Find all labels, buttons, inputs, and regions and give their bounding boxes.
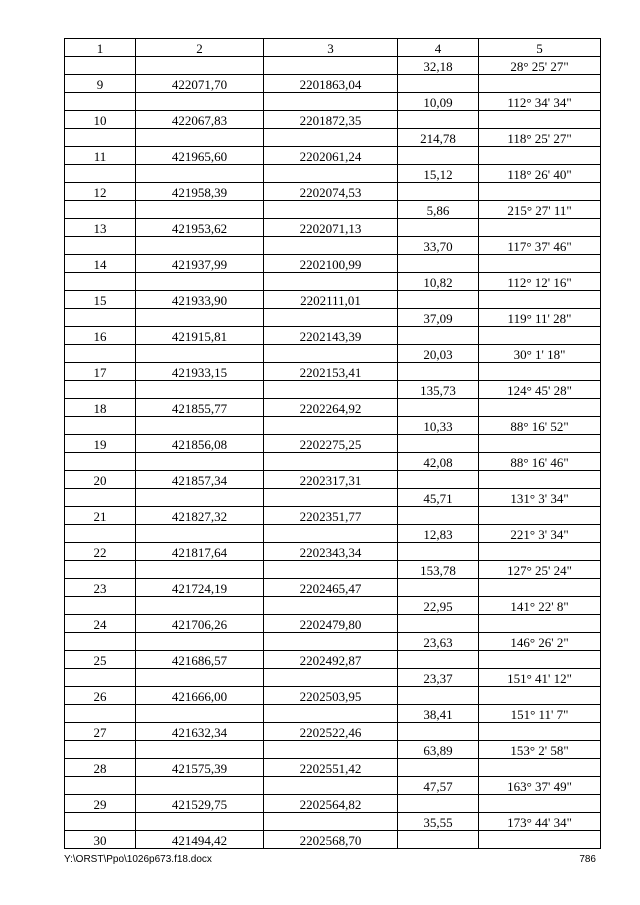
table-row: [65, 435, 601, 453]
distance-cell: 32,18: [398, 57, 479, 75]
y-coordinate-cell: [264, 273, 398, 291]
x-coordinate-cell: 421575,39: [136, 759, 264, 777]
y-coordinate-cell: [264, 417, 398, 435]
bearing-cell: [479, 75, 601, 93]
bearing-cell: 221° 3' 34": [479, 525, 601, 543]
point-number-cell: 10: [65, 111, 136, 129]
bearing-cell: [479, 183, 601, 201]
table-row: [65, 417, 601, 435]
point-number-cell: 23: [65, 579, 136, 597]
y-coordinate-cell: 2202492,87: [264, 651, 398, 669]
x-coordinate-cell: 421827,32: [136, 507, 264, 525]
x-coordinate-cell: [136, 345, 264, 363]
coordinates-table: [64, 38, 601, 849]
distance-cell: [398, 363, 479, 381]
x-coordinate-cell: 421915,81: [136, 327, 264, 345]
bearing-cell: 163° 37' 49": [479, 777, 601, 795]
distance-cell: [398, 723, 479, 741]
distance-cell: 135,73: [398, 381, 479, 399]
y-coordinate-cell: 2202074,53: [264, 183, 398, 201]
point-number-cell: 21: [65, 507, 136, 525]
bearing-cell: 173° 44' 34": [479, 813, 601, 831]
bearing-cell: 119° 11' 28": [479, 309, 601, 327]
x-coordinate-cell: 421706,26: [136, 615, 264, 633]
point-number-cell: [65, 741, 136, 759]
table-row: [65, 453, 601, 471]
table-row: [65, 507, 601, 525]
x-coordinate-cell: 421953,62: [136, 219, 264, 237]
x-coordinate-cell: [136, 57, 264, 75]
point-number-cell: 13: [65, 219, 136, 237]
x-coordinate-cell: 421933,15: [136, 363, 264, 381]
x-coordinate-cell: 421958,39: [136, 183, 264, 201]
distance-cell: [398, 183, 479, 201]
table-row: [65, 291, 601, 309]
bearing-cell: 153° 2' 58": [479, 741, 601, 759]
point-number-cell: 27: [65, 723, 136, 741]
point-number-cell: [65, 129, 136, 147]
point-number-cell: 20: [65, 471, 136, 489]
table-row: [65, 327, 601, 345]
bearing-cell: 88° 16' 52": [479, 417, 601, 435]
table-row: [65, 831, 601, 849]
table-row: [65, 615, 601, 633]
distance-cell: 38,41: [398, 705, 479, 723]
distance-cell: [398, 507, 479, 525]
point-number-cell: 28: [65, 759, 136, 777]
distance-cell: [398, 327, 479, 345]
x-coordinate-cell: [136, 93, 264, 111]
x-coordinate-cell: 421666,00: [136, 687, 264, 705]
column-header-x: 2: [136, 39, 264, 57]
bearing-cell: 131° 3' 34": [479, 489, 601, 507]
table-row: [65, 57, 601, 75]
bearing-cell: [479, 471, 601, 489]
y-coordinate-cell: [264, 381, 398, 399]
table-row: [65, 687, 601, 705]
distance-cell: 47,57: [398, 777, 479, 795]
point-number-cell: 24: [65, 615, 136, 633]
point-number-cell: [65, 453, 136, 471]
bearing-cell: 112° 34' 34": [479, 93, 601, 111]
distance-cell: 22,95: [398, 597, 479, 615]
y-coordinate-cell: [264, 741, 398, 759]
y-coordinate-cell: 2202071,13: [264, 219, 398, 237]
x-coordinate-cell: [136, 201, 264, 219]
x-coordinate-cell: [136, 381, 264, 399]
table-row: [65, 273, 601, 291]
point-number-cell: [65, 57, 136, 75]
table-row: [65, 93, 601, 111]
distance-cell: [398, 219, 479, 237]
bearing-cell: [479, 723, 601, 741]
point-number-cell: 11: [65, 147, 136, 165]
table-row: [65, 759, 601, 777]
table-row: [65, 651, 601, 669]
distance-cell: [398, 471, 479, 489]
x-coordinate-cell: 421494,42: [136, 831, 264, 849]
distance-cell: [398, 75, 479, 93]
y-coordinate-cell: [264, 237, 398, 255]
point-number-cell: [65, 165, 136, 183]
table-body: [65, 57, 601, 849]
y-coordinate-cell: 2202264,92: [264, 399, 398, 417]
y-coordinate-cell: 2202522,46: [264, 723, 398, 741]
point-number-cell: 29: [65, 795, 136, 813]
y-coordinate-cell: [264, 129, 398, 147]
y-coordinate-cell: 2202111,01: [264, 291, 398, 309]
bearing-cell: [479, 291, 601, 309]
table-row: [65, 399, 601, 417]
x-coordinate-cell: [136, 309, 264, 327]
table-row: [65, 183, 601, 201]
y-coordinate-cell: [264, 705, 398, 723]
table-row: [65, 489, 601, 507]
distance-cell: 63,89: [398, 741, 479, 759]
table-row: [65, 669, 601, 687]
distance-cell: 12,83: [398, 525, 479, 543]
x-coordinate-cell: [136, 489, 264, 507]
bearing-cell: [479, 615, 601, 633]
table-row: [65, 255, 601, 273]
point-number-cell: 26: [65, 687, 136, 705]
x-coordinate-cell: 421817,64: [136, 543, 264, 561]
point-number-cell: [65, 525, 136, 543]
point-number-cell: [65, 705, 136, 723]
table-row: [65, 111, 601, 129]
distance-cell: 35,55: [398, 813, 479, 831]
distance-cell: [398, 795, 479, 813]
x-coordinate-cell: [136, 777, 264, 795]
distance-cell: [398, 831, 479, 849]
y-coordinate-cell: 2202061,24: [264, 147, 398, 165]
x-coordinate-cell: 421965,60: [136, 147, 264, 165]
distance-cell: [398, 651, 479, 669]
point-number-cell: 25: [65, 651, 136, 669]
x-coordinate-cell: [136, 525, 264, 543]
table-row: [65, 75, 601, 93]
x-coordinate-cell: [136, 741, 264, 759]
bearing-cell: [479, 255, 601, 273]
y-coordinate-cell: [264, 309, 398, 327]
y-coordinate-cell: [264, 669, 398, 687]
bearing-cell: [479, 795, 601, 813]
distance-cell: 153,78: [398, 561, 479, 579]
table-row: [65, 525, 601, 543]
x-coordinate-cell: 421632,34: [136, 723, 264, 741]
table-row: [65, 579, 601, 597]
x-coordinate-cell: [136, 669, 264, 687]
bearing-cell: 118° 25' 27": [479, 129, 601, 147]
distance-cell: 10,33: [398, 417, 479, 435]
y-coordinate-cell: 2202153,41: [264, 363, 398, 381]
y-coordinate-cell: [264, 345, 398, 363]
bearing-cell: 146° 26' 2": [479, 633, 601, 651]
distance-cell: [398, 255, 479, 273]
x-coordinate-cell: 421529,75: [136, 795, 264, 813]
x-coordinate-cell: 422071,70: [136, 75, 264, 93]
point-number-cell: 15: [65, 291, 136, 309]
point-number-cell: 30: [65, 831, 136, 849]
point-number-cell: [65, 273, 136, 291]
table-row: [65, 345, 601, 363]
y-coordinate-cell: 2202564,82: [264, 795, 398, 813]
bearing-cell: 28° 25' 27": [479, 57, 601, 75]
footer-page-number: 786: [579, 854, 596, 865]
distance-cell: 37,09: [398, 309, 479, 327]
point-number-cell: [65, 381, 136, 399]
bearing-cell: [479, 759, 601, 777]
point-number-cell: [65, 345, 136, 363]
point-number-cell: [65, 93, 136, 111]
y-coordinate-cell: [264, 777, 398, 795]
table-row: [65, 777, 601, 795]
table-row: [65, 201, 601, 219]
x-coordinate-cell: [136, 165, 264, 183]
bearing-cell: [479, 687, 601, 705]
y-coordinate-cell: [264, 561, 398, 579]
bearing-cell: [479, 399, 601, 417]
distance-cell: 33,70: [398, 237, 479, 255]
bearing-cell: 151° 11' 7": [479, 705, 601, 723]
x-coordinate-cell: [136, 597, 264, 615]
distance-cell: 10,82: [398, 273, 479, 291]
distance-cell: [398, 147, 479, 165]
distance-cell: 42,08: [398, 453, 479, 471]
table-row: [65, 561, 601, 579]
bearing-cell: [479, 219, 601, 237]
bearing-cell: [479, 507, 601, 525]
y-coordinate-cell: [264, 597, 398, 615]
x-coordinate-cell: 421686,57: [136, 651, 264, 669]
x-coordinate-cell: 422067,83: [136, 111, 264, 129]
distance-cell: 23,63: [398, 633, 479, 651]
y-coordinate-cell: 2201863,04: [264, 75, 398, 93]
x-coordinate-cell: [136, 417, 264, 435]
distance-cell: 10,09: [398, 93, 479, 111]
x-coordinate-cell: 421724,19: [136, 579, 264, 597]
table-row: [65, 795, 601, 813]
table-row: [65, 597, 601, 615]
y-coordinate-cell: [264, 489, 398, 507]
y-coordinate-cell: [264, 633, 398, 651]
y-coordinate-cell: 2202351,77: [264, 507, 398, 525]
bearing-cell: [479, 651, 601, 669]
column-header-y: 3: [264, 39, 398, 57]
x-coordinate-cell: [136, 237, 264, 255]
distance-cell: 5,86: [398, 201, 479, 219]
point-number-cell: [65, 561, 136, 579]
distance-cell: [398, 399, 479, 417]
column-header-distance: 4: [398, 39, 479, 57]
x-coordinate-cell: [136, 129, 264, 147]
bearing-cell: [479, 579, 601, 597]
y-coordinate-cell: [264, 165, 398, 183]
x-coordinate-cell: [136, 453, 264, 471]
bearing-cell: [479, 435, 601, 453]
y-coordinate-cell: [264, 813, 398, 831]
x-coordinate-cell: [136, 705, 264, 723]
y-coordinate-cell: 2202343,34: [264, 543, 398, 561]
point-number-cell: [65, 309, 136, 327]
footer-file-path: Y:\ORST\Ppo\1026p673.f18.docx: [64, 854, 212, 865]
bearing-cell: 151° 41' 12": [479, 669, 601, 687]
bearing-cell: [479, 543, 601, 561]
x-coordinate-cell: [136, 273, 264, 291]
point-number-cell: [65, 633, 136, 651]
table-header-row: [65, 39, 601, 57]
point-number-cell: 19: [65, 435, 136, 453]
bearing-cell: 88° 16' 46": [479, 453, 601, 471]
distance-cell: 20,03: [398, 345, 479, 363]
y-coordinate-cell: 2201872,35: [264, 111, 398, 129]
x-coordinate-cell: [136, 813, 264, 831]
x-coordinate-cell: 421933,90: [136, 291, 264, 309]
distance-cell: [398, 543, 479, 561]
point-number-cell: [65, 777, 136, 795]
bearing-cell: 112° 12' 16": [479, 273, 601, 291]
bearing-cell: [479, 831, 601, 849]
column-header-point: 1: [65, 39, 136, 57]
y-coordinate-cell: 2202275,25: [264, 435, 398, 453]
distance-cell: 15,12: [398, 165, 479, 183]
column-header-bearing: 5: [479, 39, 601, 57]
point-number-cell: 17: [65, 363, 136, 381]
table-row: [65, 543, 601, 561]
table-row: [65, 147, 601, 165]
distance-cell: 214,78: [398, 129, 479, 147]
y-coordinate-cell: [264, 525, 398, 543]
table-row: [65, 813, 601, 831]
x-coordinate-cell: [136, 633, 264, 651]
bearing-cell: 117° 37' 46": [479, 237, 601, 255]
y-coordinate-cell: 2202143,39: [264, 327, 398, 345]
point-number-cell: [65, 813, 136, 831]
distance-cell: [398, 435, 479, 453]
x-coordinate-cell: 421857,34: [136, 471, 264, 489]
table-row: [65, 129, 601, 147]
point-number-cell: 18: [65, 399, 136, 417]
y-coordinate-cell: 2202503,95: [264, 687, 398, 705]
y-coordinate-cell: [264, 93, 398, 111]
y-coordinate-cell: 2202479,80: [264, 615, 398, 633]
bearing-cell: [479, 147, 601, 165]
y-coordinate-cell: [264, 57, 398, 75]
point-number-cell: 16: [65, 327, 136, 345]
y-coordinate-cell: 2202551,42: [264, 759, 398, 777]
bearing-cell: 215° 27' 11": [479, 201, 601, 219]
table-row: [65, 741, 601, 759]
bearing-cell: [479, 363, 601, 381]
table-row: [65, 219, 601, 237]
table-row: [65, 471, 601, 489]
table-row: [65, 633, 601, 651]
distance-cell: 45,71: [398, 489, 479, 507]
bearing-cell: [479, 111, 601, 129]
y-coordinate-cell: 2202317,31: [264, 471, 398, 489]
point-number-cell: 22: [65, 543, 136, 561]
distance-cell: 23,37: [398, 669, 479, 687]
bearing-cell: 141° 22' 8": [479, 597, 601, 615]
point-number-cell: [65, 597, 136, 615]
bearing-cell: 118° 26' 40": [479, 165, 601, 183]
x-coordinate-cell: 421937,99: [136, 255, 264, 273]
table-row: [65, 165, 601, 183]
y-coordinate-cell: [264, 201, 398, 219]
y-coordinate-cell: 2202465,47: [264, 579, 398, 597]
distance-cell: [398, 615, 479, 633]
point-number-cell: 9: [65, 75, 136, 93]
x-coordinate-cell: 421856,08: [136, 435, 264, 453]
table-row: [65, 309, 601, 327]
x-coordinate-cell: [136, 561, 264, 579]
distance-cell: [398, 579, 479, 597]
point-number-cell: [65, 489, 136, 507]
point-number-cell: [65, 237, 136, 255]
bearing-cell: 30° 1' 18": [479, 345, 601, 363]
table-row: [65, 705, 601, 723]
x-coordinate-cell: 421855,77: [136, 399, 264, 417]
point-number-cell: [65, 417, 136, 435]
table-row: [65, 723, 601, 741]
distance-cell: [398, 291, 479, 309]
y-coordinate-cell: 2202100,99: [264, 255, 398, 273]
distance-cell: [398, 111, 479, 129]
point-number-cell: 14: [65, 255, 136, 273]
distance-cell: [398, 687, 479, 705]
table-row: [65, 237, 601, 255]
point-number-cell: [65, 669, 136, 687]
table-row: [65, 363, 601, 381]
point-number-cell: [65, 201, 136, 219]
bearing-cell: 127° 25' 24": [479, 561, 601, 579]
table-row: [65, 381, 601, 399]
y-coordinate-cell: 2202568,70: [264, 831, 398, 849]
distance-cell: [398, 759, 479, 777]
bearing-cell: 124° 45' 28": [479, 381, 601, 399]
bearing-cell: [479, 327, 601, 345]
point-number-cell: 12: [65, 183, 136, 201]
y-coordinate-cell: [264, 453, 398, 471]
